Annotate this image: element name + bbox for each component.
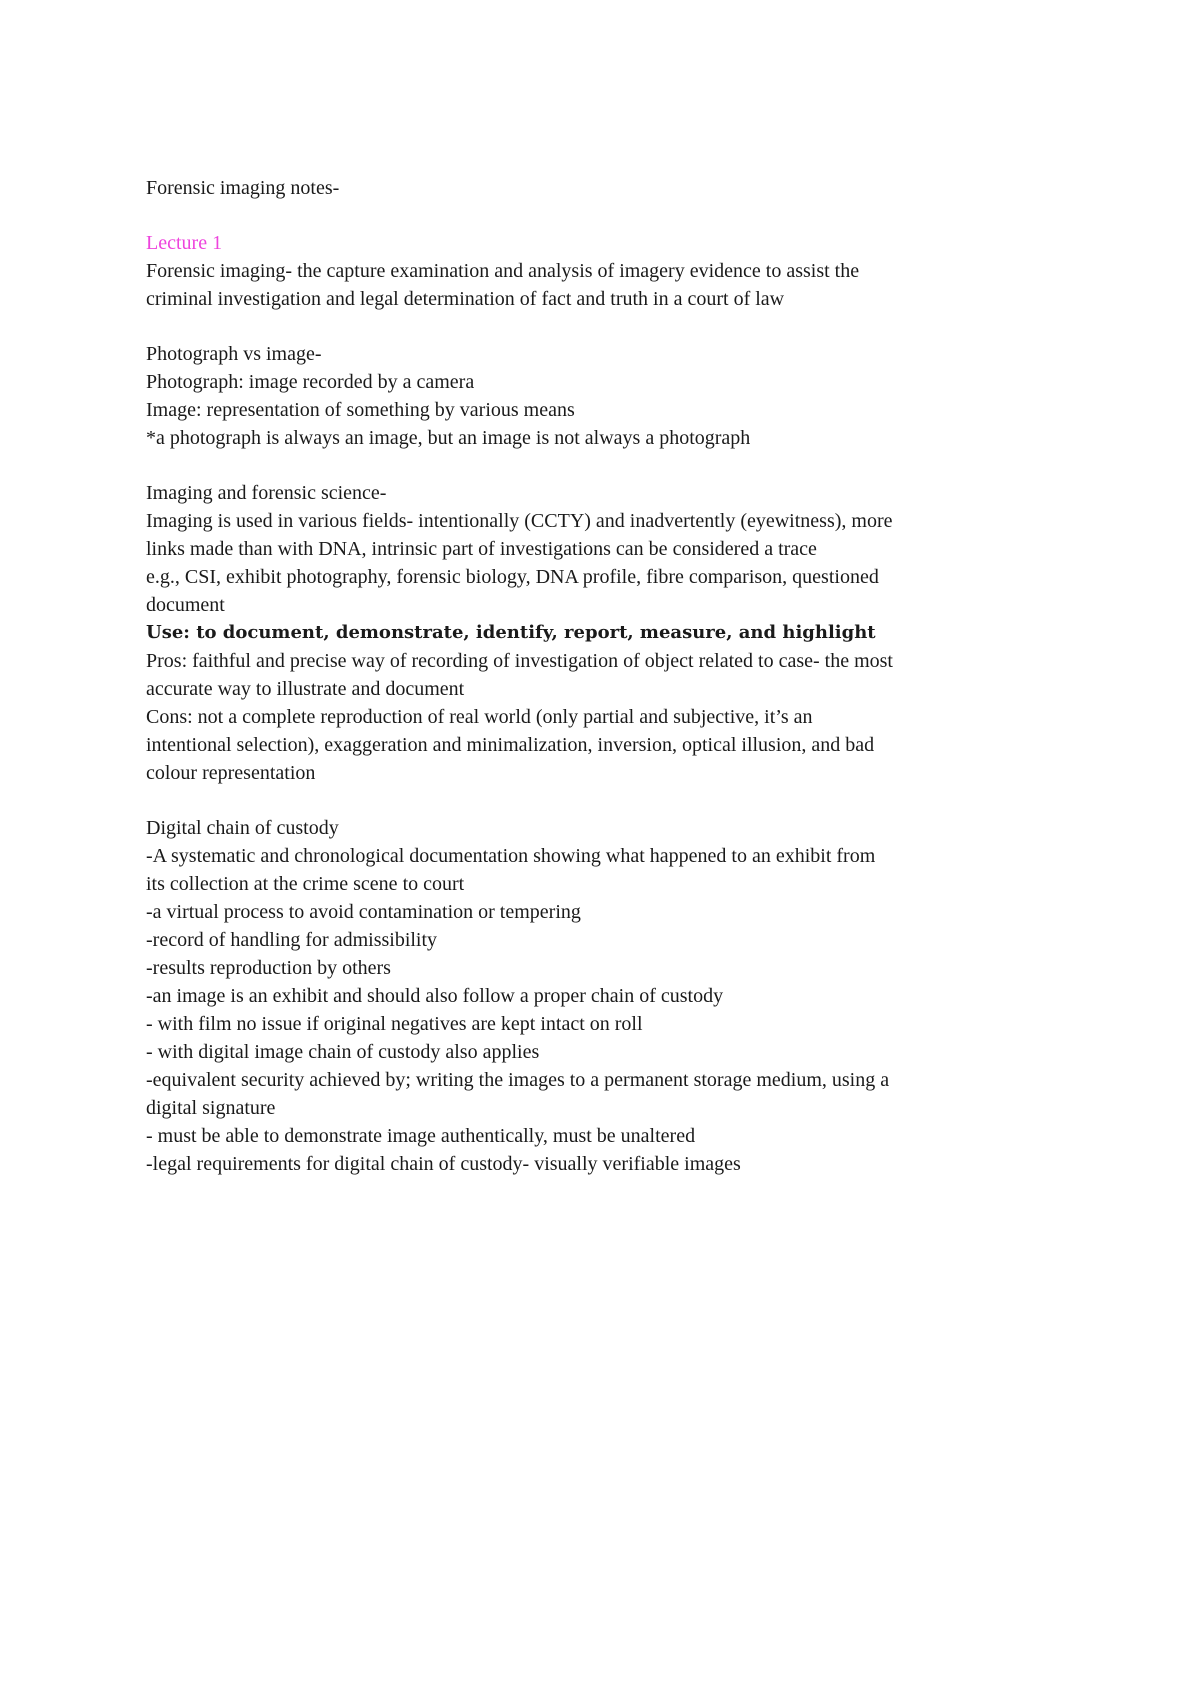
chain-of-custody-line: -equivalent security achieved by; writing the images to a permanent storage medium, using a [146, 1069, 890, 1091]
imaging-forensic-line: document [146, 594, 225, 616]
chain-of-custody-line: -an image is an exhibit and should also follow a proper chain of custody [146, 985, 724, 1007]
imaging-forensic-line: Imaging is used in various fields- intentionally (CCTY) and inadvertently (eyewitness), more [146, 510, 893, 532]
photo-vs-image-heading: Photograph vs image- [146, 343, 322, 365]
imaging-forensic-heading: Imaging and forensic science- [146, 482, 387, 504]
definition-line: Forensic imaging- the capture examination and analysis of imagery evidence to assist the [146, 260, 860, 282]
pros-line: accurate way to illustrate and document [146, 678, 465, 700]
cons-line: Cons: not a complete reproduction of real world (only partial and subjective, it’s an [146, 706, 813, 728]
chain-of-custody-line: its collection at the crime scene to court [146, 873, 465, 895]
spacer [146, 202, 1076, 229]
chain-of-custody-line: -results reproduction by others [146, 957, 391, 979]
photo-vs-image-line: Photograph: image recorded by a camera [146, 371, 475, 393]
chain-of-custody-line: digital signature [146, 1097, 276, 1119]
lecture-label: Lecture 1 [146, 232, 223, 254]
chain-of-custody-line: -record of handling for admissibility [146, 929, 438, 951]
use-line: Use: to document, demonstrate, identify, report, measure, and highlight [146, 622, 876, 643]
cons-line: intentional selection), exaggeration and minimalization, inversion, optical illusion, and bad [146, 734, 875, 756]
chain-of-custody-line: - with digital image chain of custody also applies [146, 1041, 540, 1063]
imaging-forensic-line: links made than with DNA, intrinsic part of investigations can be considered a trace [146, 538, 817, 560]
chain-of-custody-line: -A systematic and chronological documentation showing what happened to an exhibit from [146, 845, 876, 867]
spacer [146, 313, 1076, 340]
document-title: Forensic imaging notes- [146, 177, 340, 199]
document-page [146, 174, 1076, 1178]
definition-line: criminal investigation and legal determination of fact and truth in a court of law [146, 288, 785, 310]
chain-of-custody-line: -legal requirements for digital chain of custody- visually verifiable images [146, 1153, 741, 1175]
chain-of-custody-line: -a virtual process to avoid contamination or tempering [146, 901, 581, 923]
spacer [146, 787, 1076, 814]
pros-line: Pros: faithful and precise way of recording of investigation of object related to case- the most [146, 650, 893, 672]
chain-of-custody-line: - with film no issue if original negatives are kept intact on roll [146, 1013, 643, 1035]
imaging-forensic-line: e.g., CSI, exhibit photography, forensic biology, DNA profile, fibre comparison, questioned [146, 566, 879, 588]
cons-line: colour representation [146, 762, 316, 784]
photo-vs-image-line: *a photograph is always an image, but an image is not always a photograph [146, 427, 751, 449]
chain-of-custody-line: - must be able to demonstrate image authentically, must be unaltered [146, 1125, 696, 1147]
spacer [146, 452, 1076, 479]
photo-vs-image-line: Image: representation of something by various means [146, 399, 575, 421]
chain-of-custody-heading: Digital chain of custody [146, 817, 339, 839]
